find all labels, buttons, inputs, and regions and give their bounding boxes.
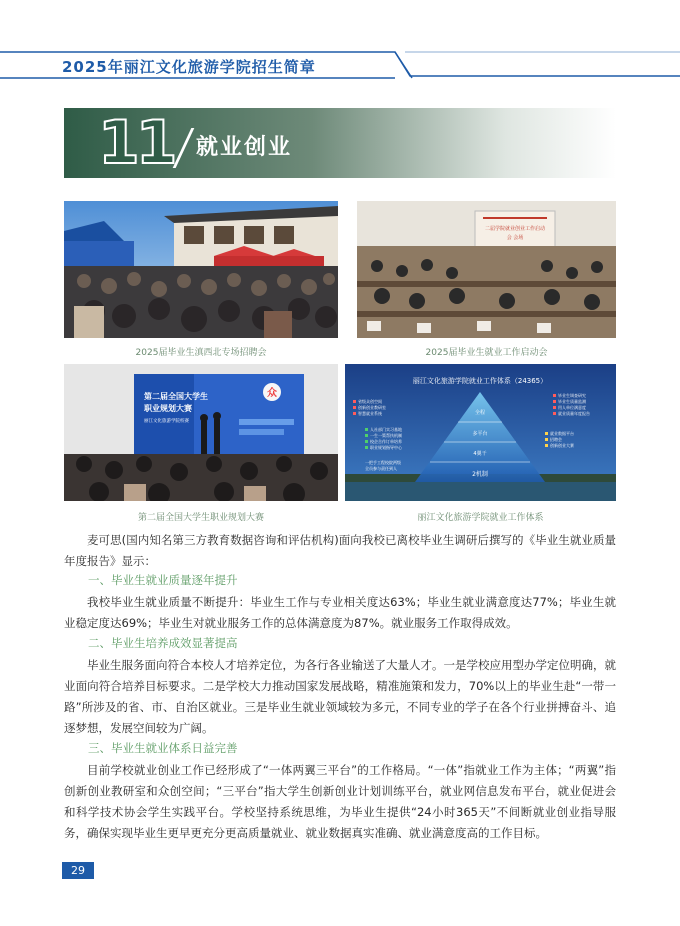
svg-text:职业规划大赛: 职业规划大赛 — [144, 404, 192, 413]
screen-text: 二届学院就业创业工作启动 — [484, 226, 546, 232]
svg-text:创新创业大赛: 创新创业大赛 — [550, 443, 574, 448]
intro-paragraph: 麦可思(国内知名第三方教育数据咨询和评估机构)面向我校已离校毕业生调研后撰写的《毕业生就业质量年度报告》显示： — [64, 533, 616, 568]
svg-text:就业数据平台: 就业数据平台 — [550, 431, 574, 436]
brochure-title: 2025年丽江文化旅游学院招生简章 — [62, 58, 316, 76]
svg-text:人社部门实习基地: 人社部门实习基地 — [370, 427, 402, 432]
svg-text:省级众创空间: 省级众创空间 — [358, 399, 382, 404]
svg-text:毕业生质量监测: 毕业生质量监测 — [558, 399, 586, 404]
subsection-paragraph: 我校毕业生就业质量不断提升：毕业生工作与专业相关度达63%；毕业生就业满意度达77%；毕业生就业稳定度达69%；毕业生对就业服务工作的总体满意度为87%。就业服务工作取得成效。 — [64, 595, 616, 630]
svg-text:创新创业教研室: 创新创业教研室 — [358, 405, 386, 410]
photo-caption: 2025届毕业生滇西北专场招聘会 — [135, 348, 267, 358]
svg-text:众: 众 — [267, 388, 277, 399]
svg-text:校企合作订单培养: 校企合作订单培养 — [370, 439, 402, 444]
subsection-heading: 三、毕业生就业体系日益完善 — [88, 741, 238, 755]
subsection-paragraph: 毕业生服务面向符合本校人才培养定位，为各行各业输送了大量人才。一是学校应用型办学定位明确，就业面向符合培养目标要求。二是学校大力推动国家发展战略，精准施策和发力，70%以上的毕业生赴“一带一路”所涉及的省、市、自治区就业。三是毕业生就业领域较为多元，不同专业的学子在各个行业拼搏奋斗、追逐梦想，发展空间较为广阔。 — [64, 658, 616, 735]
svg-text:丽江文化旅游学院校赛: 丽江文化旅游学院校赛 — [144, 419, 189, 424]
svg-text:第二届全国大学生: 第二届全国大学生 — [144, 392, 208, 401]
photo-employment-system-diagram — [345, 364, 616, 501]
svg-text:毕业生调查研究: 毕业生调查研究 — [558, 393, 586, 398]
svg-text:会 会场: 会 会场 — [506, 235, 524, 241]
subsection-paragraph: 目前学校就业创业工作已经形成了“一体两翼三平台”的工作格局。“一体”指就业工作为主体；“两翼”指创新创业教研室和众创空间；“三平台”指大学生创新创业计划训练平台，就业网信息发布平台，就业促进会和科学技术协会学生实践平台。学校坚持系统思维，为毕业生提供“24小时365天”不间断就业创业指导服务，确保实现毕业生更早更充分更高质量就业、就业数据真实准确、就业满意度高的工作目标。 — [64, 763, 616, 840]
photo-career-competition — [64, 364, 338, 501]
photo-caption: 第二届全国大学生职业规划大赛 — [137, 513, 264, 523]
svg-text:招聘会: 招聘会 — [550, 437, 562, 442]
photo-caption: 丽江文化旅游学院就业工作体系 — [417, 513, 544, 523]
svg-text:全程: 全程 — [474, 410, 486, 416]
photo-caption: 2025届毕业生就业工作启动会 — [425, 348, 548, 358]
svg-text:4翼干: 4翼干 — [473, 451, 487, 457]
svg-text:用人单位满意度: 用人单位满意度 — [558, 405, 586, 410]
page-number: 29 — [62, 862, 94, 879]
page-header — [0, 40, 680, 84]
photo-kickoff-meeting — [357, 201, 616, 338]
svg-text:一生一策帮扶机制: 一生一策帮扶机制 — [370, 433, 402, 438]
svg-text:智慧就业系统: 智慧就业系统 — [358, 411, 382, 416]
svg-text:2机制: 2机制 — [472, 471, 488, 478]
section-banner — [64, 108, 616, 178]
banner-slash — [173, 128, 195, 168]
photo-job-fair — [64, 201, 338, 338]
subsection-heading: 二、毕业生培养成效显著提高 — [88, 636, 238, 650]
section-number: 11 — [98, 108, 174, 178]
svg-text:全员参与责任到人: 全员参与责任到人 — [365, 466, 397, 471]
subsection-heading: 一、毕业生就业质量逐年提升 — [88, 573, 238, 587]
diagram-title: 丽江文化旅游学院就业工作体系（24365） — [412, 377, 548, 385]
section-title: 就业创业 — [196, 135, 293, 160]
svg-text:一把手工程校院两级: 一把手工程校院两级 — [365, 460, 401, 465]
svg-text:职业规划指导中心: 职业规划指导中心 — [370, 445, 402, 450]
svg-text:多平台: 多平台 — [472, 431, 488, 437]
svg-text:就业质量年度报告: 就业质量年度报告 — [558, 411, 590, 416]
